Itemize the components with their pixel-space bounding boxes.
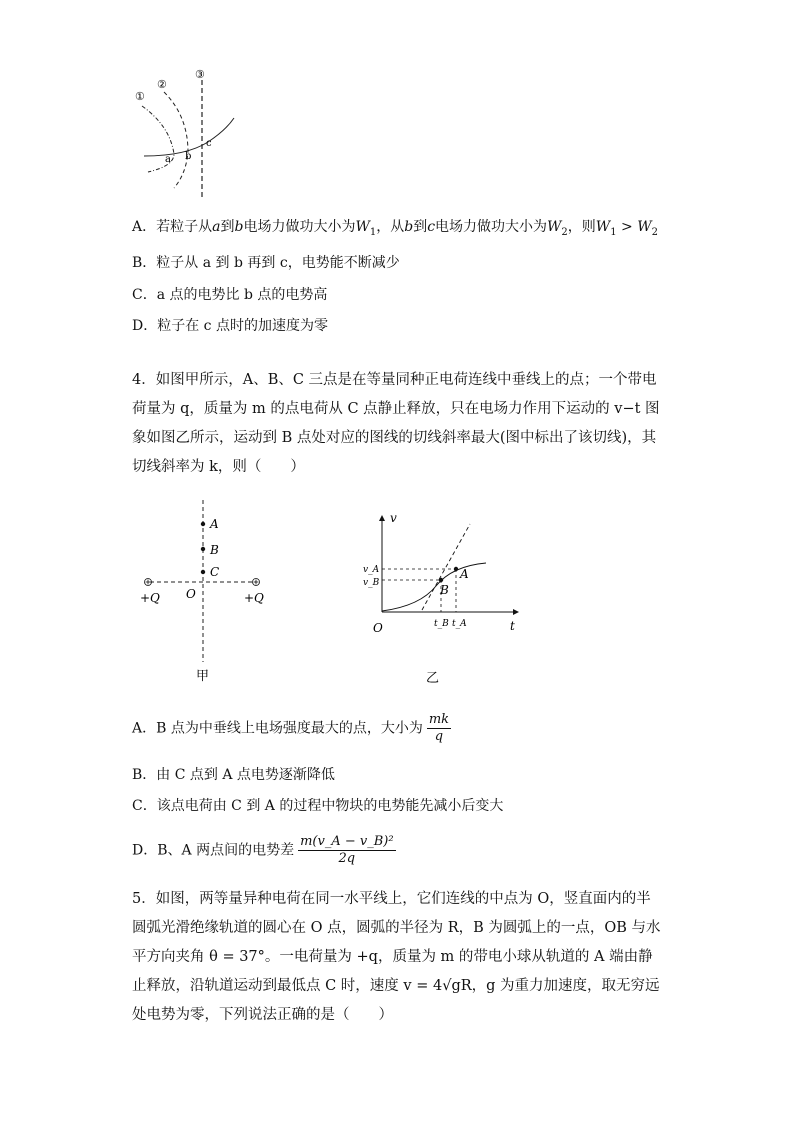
figure-jia xyxy=(138,494,278,686)
q4-option-c: C．该点电荷由 C 到 A 的过程中物块的电势能先减小后变大 xyxy=(132,798,504,814)
q4-option-d: D．B、A 两点间的电势差 $\frac{\text{m(v\_A − v\_B)²}}{2q}$ xyxy=(132,834,394,866)
label-v-axis: v xyxy=(390,511,397,525)
label-point-a: a xyxy=(165,154,171,165)
q5-stem: 5．如图，两等量异种电荷在同一水平线上，它们连线的中点为 O，竖直面内的半圆弧光滑绝缘轨道的圆心在 O 点，圆弧的半径为 R，B 为圆弧上的一点，OB 与水平方向夹角 θ = 37°。一电荷量为 +q，质量为 m 的带电小球从轨道的 A 端由静止释放，沿轨道运动到最低点 C 时，速度 v = 4√gR，g 为重力加速度，取无穷远处电势为零，下列说法正确的是（ ） xyxy=(132,891,661,1023)
point-c-dot xyxy=(201,570,205,574)
label-point-c: c xyxy=(206,138,212,149)
point-b-dot xyxy=(201,547,205,551)
label-c: C xyxy=(210,565,220,579)
label-a: A xyxy=(210,517,219,531)
label-b: B xyxy=(210,543,219,557)
label-line-3: ③ xyxy=(195,68,205,81)
label-t-axis: t xyxy=(510,619,515,633)
fraction-mk-over-q: $\frac{mk}{q}$ xyxy=(428,712,450,744)
equipotential-line-2 xyxy=(164,92,188,188)
label-v-b: v_B xyxy=(363,578,380,588)
q3-option-d: D．粒子在 c 点时的加速度为零 xyxy=(132,318,328,334)
q4-stem: 4．如图甲所示，A、B、C 三点是在等量同种正电荷连线中垂线上的点；一个带电荷量为 q，质量为 m 的点电荷从 C 点静止释放，只在电场力作用下运动的 v−t 图象如图乙所示，运动到 B 点处对应的图线的切线斜率最大(图中标出了该切线)，其切线斜率为 k，则（ ） xyxy=(132,372,660,475)
label-point-b: b xyxy=(185,151,192,162)
label-t-b: t_B xyxy=(434,619,449,629)
q4-option-b: B．由 C 点到 A 点电势逐渐降低 xyxy=(132,767,335,783)
label-o: O xyxy=(186,587,196,601)
label-origin: O xyxy=(373,621,383,635)
positive-charge-left xyxy=(145,579,152,586)
positive-charge-right xyxy=(253,579,260,586)
v-t-curve xyxy=(382,563,486,611)
caption-jia: 甲 xyxy=(196,669,210,684)
label-point-a: A xyxy=(460,567,469,581)
caption-yi: 乙 xyxy=(426,671,440,686)
fraction-potential-difference: $\frac{\text{m(v\_A − v\_B)²}}{2q}$ xyxy=(300,834,394,866)
label-line-1: ① xyxy=(135,90,145,103)
point-a-dot xyxy=(454,567,458,571)
label-point-b: B xyxy=(440,583,449,597)
figure-yi xyxy=(360,506,530,688)
q3-option-a: A．若粒子从a到b电场力做功大小为$W_1$，从b到c电场力做功大小为$W_2$，则$W_1 > W_2$ xyxy=(132,219,658,238)
label-t-a: t_A xyxy=(452,619,467,629)
equipotential-figure xyxy=(130,64,240,204)
q4-option-a: A．B 点为中垂线上电场强度最大的点，大小为 $\frac{mk}{q}$ xyxy=(132,712,450,744)
point-a-dot xyxy=(201,522,205,526)
point-b-dot xyxy=(439,578,443,582)
label-charge-left: +Q xyxy=(140,591,160,605)
label-line-2: ② xyxy=(157,78,167,91)
q3-option-b: B．粒子从 a 到 b 再到 c，电势能不断减少 xyxy=(132,255,400,271)
label-v-a: v_A xyxy=(363,565,380,575)
q3-option-c: C．a 点的电势比 b 点的电势高 xyxy=(132,287,328,303)
label-charge-right: +Q xyxy=(244,591,264,605)
